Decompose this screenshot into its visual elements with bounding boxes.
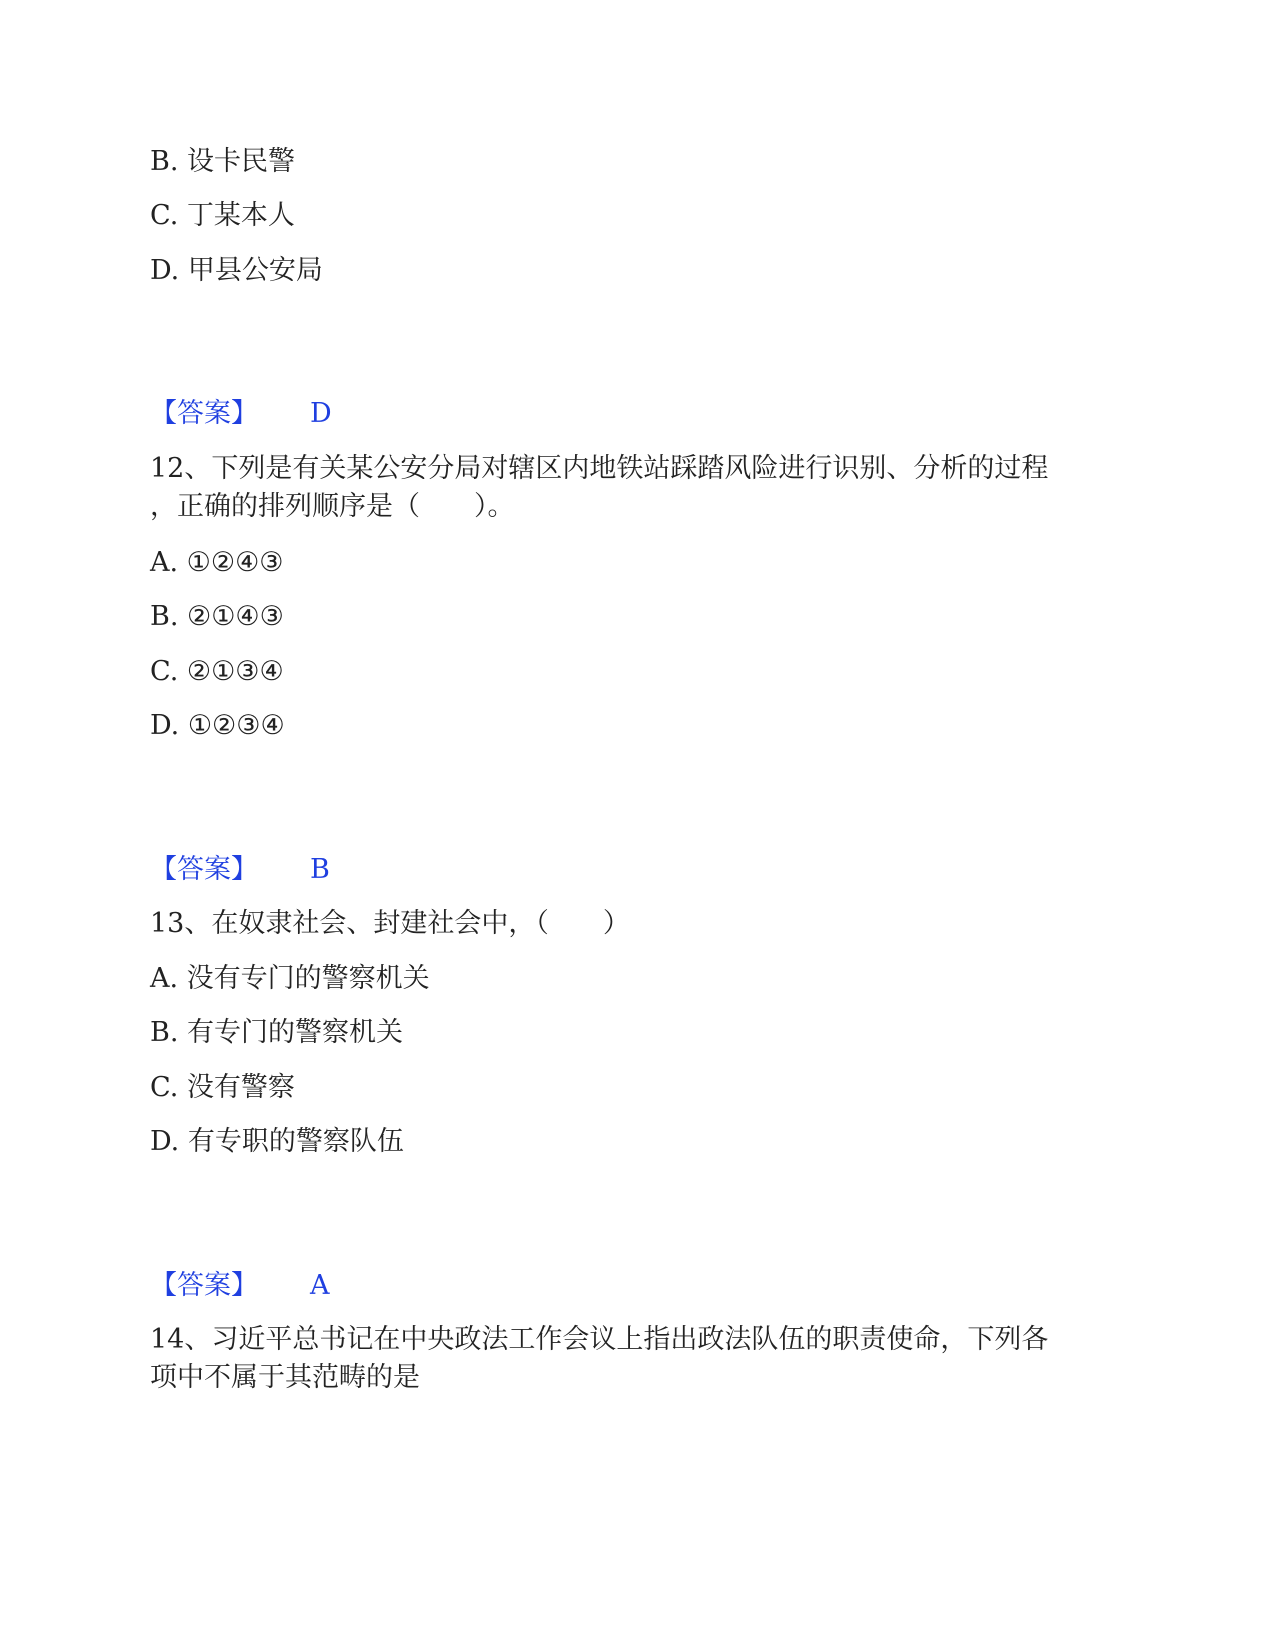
q11-option-d: D. 甲县公安局 bbox=[150, 255, 323, 286]
q13-option-a: A. 没有专门的警察机关 bbox=[150, 963, 430, 994]
q12-option-c: C. ②①③④ bbox=[150, 656, 284, 687]
answer-label: 【答案】 bbox=[150, 1270, 258, 1301]
q11-option-c: C. 丁某本人 bbox=[150, 200, 295, 231]
q11-answer bbox=[150, 394, 550, 434]
q12-option-a: A. ①②④③ bbox=[150, 547, 284, 578]
q13-answer bbox=[150, 1266, 550, 1306]
q13-option-c: C. 没有警察 bbox=[150, 1072, 295, 1103]
answer-label: 【答案】 bbox=[150, 854, 258, 885]
q13-stem: 13、在奴隶社会、封建社会中，（ ） bbox=[150, 908, 630, 939]
answer-value: D bbox=[310, 398, 332, 429]
q12-option-d: D. ①②③④ bbox=[150, 710, 285, 741]
answer-value: B bbox=[310, 854, 330, 885]
q12-stem-line1: 12、下列是有关某公安分局对辖区内地铁站踩踏风险进行识别、分析的过程 bbox=[150, 453, 1049, 484]
answer-label: 【答案】 bbox=[150, 398, 258, 429]
q14-stem-line2: 项中不属于其范畴的是 bbox=[150, 1362, 420, 1393]
q12-stem-line2: ，正确的排列顺序是（ ）。 bbox=[150, 491, 515, 522]
q12-option-b: B. ②①④③ bbox=[150, 601, 284, 632]
q14-stem-line1: 14、习近平总书记在中央政法工作会议上指出政法队伍的职责使命，下列各 bbox=[150, 1324, 1049, 1355]
answer-value: A bbox=[310, 1270, 330, 1301]
q12-answer bbox=[150, 850, 550, 890]
q11-option-b: B. 设卡民警 bbox=[150, 146, 296, 177]
q13-option-d: D. 有专职的警察队伍 bbox=[150, 1126, 404, 1157]
q13-option-b: B. 有专门的警察机关 bbox=[150, 1017, 404, 1048]
